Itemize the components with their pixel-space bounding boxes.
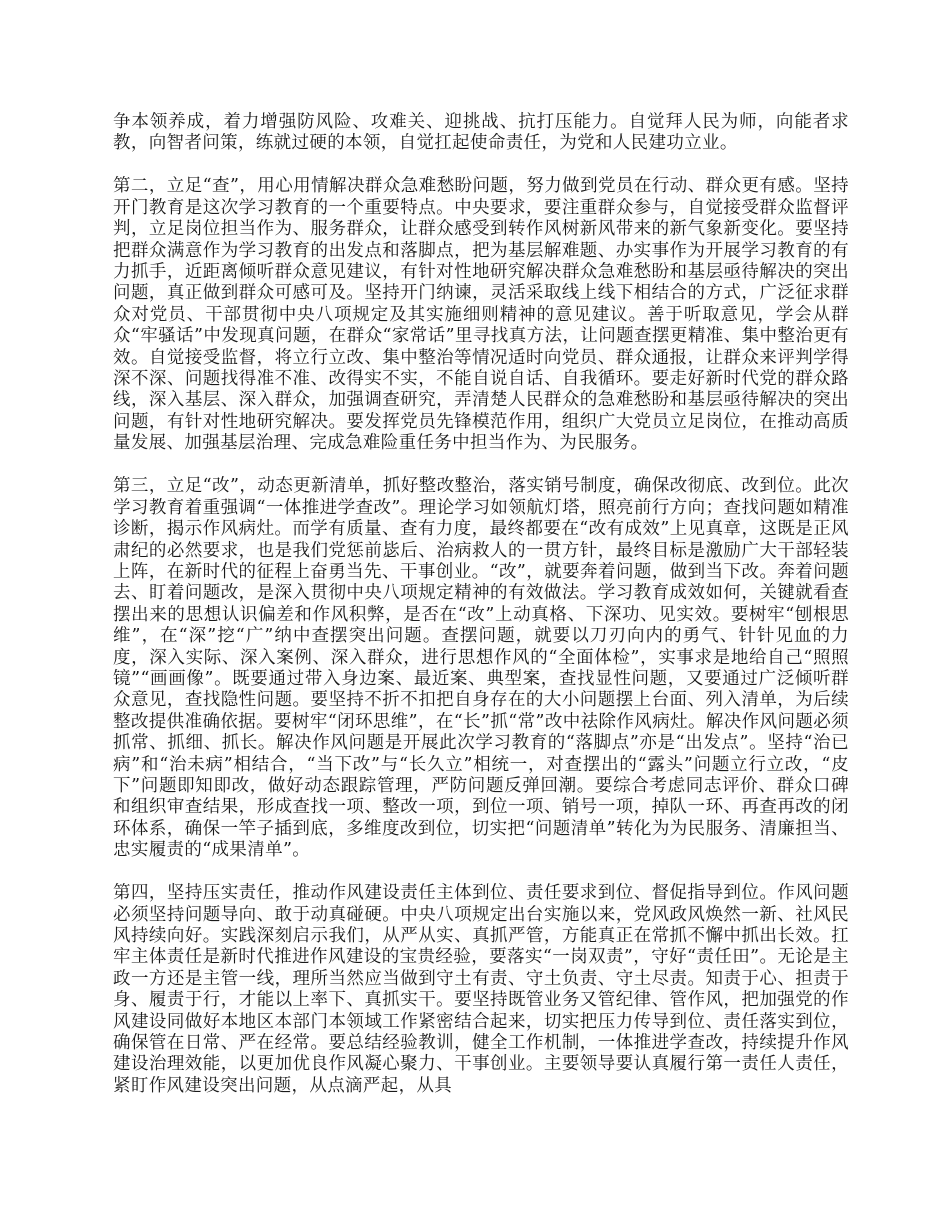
paragraph-second-point: 第二，立足“查”，用心用情解决群众急难愁盼问题，努力做到党员在行动、群众更有感。坚持开门教育是这次学习教育的一个重要特点。中央要求，要注重群众参与，自觉接受群众监督评判，立足岗位担当作为、服务群众，让群众感受到转作风树新风带来的新气象新变化。要坚持把群众满意作为学习教育的出发点和落脚点，把为基层解难题、办实事作为开展学习教育的有力抓手，近距离倾听群众意见建议，有针对性地研究解决群众急难愁盼和基层亟待解决的突出问题，真正做到群众可感可及。坚持开门纳谏，灵活采取线上线下相结合的方式，广泛征求群众对党员、干部贯彻中央八项规定及其实施细则精神的意见建议。善于听取意见，学会从群众“牢骚话”中发现真问题，在群众“家常话”里寻找真方法，让问题查摆更精准、集中整治更有效。自觉接受监督，将立行立改、集中整治等情况适时向党员、群众通报，让群众来评判学得深不深、问题找得准不准、改得实不实，不能自说自话、自我循环。要走好新时代党的群众路线，深入基层、深入群众，加强调查研究，弄清楚人民群众的急难愁盼和基层亟待解决的突出问题，有针对性地研究解决。要发挥党员先锋模范作用，组织广大党员立足岗位，在推动高质量发展、加强基层治理、完成急难险重任务中担当作为、为民服务。 [113, 176, 849, 454]
paragraph-fourth-point: 第四，坚持压实责任，推动作风建设责任主体到位、责任要求到位、督促指导到位。作风问题必须坚持问题导向、敢于动真碰硬。中央八项规定出台实施以来，党风政风焕然一新、社风民风持续向好。实践深刻启示我们，从严从实、真抓严管，方能真正在常抓不懈中抓出长效。扛牢主体责任是新时代推进作风建设的宝贵经验，要落实“一岗双责”，守好“责任田”。无论是主政一方还是主管一线，理所当然应当做到守土有责、守土负责、守土尽责。知责于心、担责于身、履责于行，才能以上率下、真抓实干。要坚持既管业务又管纪律、管作风，把加强党的作风建设同做好本地区本部门本领域工作紧密结合起来，切实把压力传导到位、责任落实到位，确保管在日常、严在经常。要总结经验教训，健全工作机制，一体推进学查改，持续提升作风建设治理效能，以更加优良作风凝心聚力、干事创业。主要领导要认真履行第一责任人责任，紧盯作风建设突出问题，从点滴严起，从具 [113, 883, 849, 1096]
paragraph-continuation: 争本领养成，着力增强防风险、攻难关、迎挑战、抗打压能力。自觉拜人民为师，向能者求教，向智者问策，练就过硬的本领，自觉扛起使命责任，为党和人民建功立业。 [113, 112, 849, 154]
paragraph-third-point: 第三，立足“改”，动态更新清单，抓好整改整治，落实销号制度，确保改彻底、改到位。此次学习教育着重强调“一体推进学查改”。理论学习如领航灯塔，照亮前行方向；查找问题如精准诊断，揭示作风病灶。而学有质量、查有力度，最终都要在“改有成效”上见真章，这既是正风肃纪的必然要求，也是我们党惩前毖后、治病救人的一贯方针，最终目标是激励广大干部轻装上阵，在新时代的征程上奋勇当先、干事创业。“改”，就要奔着问题，做到当下改。奔着问题去、盯着问题改，是深入贯彻中央八项规定精神的有效做法。学习教育成效如何，关键就看查摆出来的思想认识偏差和作风积弊，是否在“改”上动真格、下深功、见实效。要树牢“刨根思维”，在“深”挖“广”纳中查摆突出问题。查摆问题，就要以刀刃向内的勇气、针针见血的力度，深入实际、深入案例、深入群众，进行思想作风的“全面体检”，实事求是地给自己“照照镜”“画画像”。既要通过带入身边案、最近案、典型案，查找显性问题，又要通过广泛倾听群众意见，查找隐性问题。要坚持不折不扣把自身存在的大小问题摆上台面、列入清单，为后续整改提供准确依据。要树牢“闭环思维”，在“长”抓“常”改中祛除作风病灶。解决作风问题必须抓常、抓细、抓长。解决作风问题是开展此次学习教育的“落脚点”亦是“出发点”。坚持“治已病”和“治未病”相结合，“当下改”与“长久立”相统一，对查摆出的“露头”问题立行立改，“皮下”问题即知即改，做好动态跟踪管理，严防问题反弹回潮。要综合考虑同志评价、群众口碑和组织审查结果，形成查找一项、整改一项，到位一项、销号一项，掉队一环、再查再改的闭环体系，确保一竿子插到底，多维度改到位，切实把“问题清单”转化为为民服务、清廉担当、忠实履责的“成果清单”。 [113, 476, 849, 861]
document-page [113, 112, 849, 1119]
